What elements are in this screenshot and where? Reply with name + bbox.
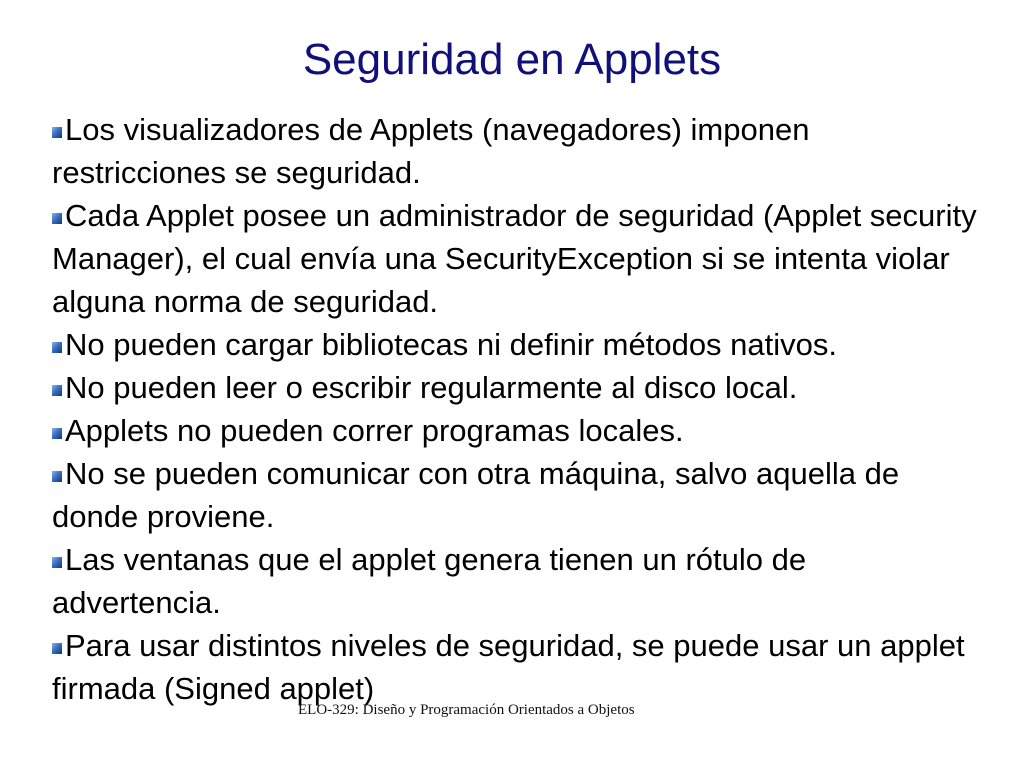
square-bullet-icon	[52, 643, 62, 654]
bullet-text: No pueden leer o escribir regularmente al disco local.	[65, 370, 798, 405]
bullet-item	[52, 323, 982, 366]
bullet-text: Applets no pueden correr programas locales.	[65, 413, 684, 448]
slide-title: Seguridad en Applets	[302, 35, 722, 84]
square-bullet-icon	[52, 428, 62, 439]
bullet-item	[52, 538, 982, 624]
square-bullet-icon	[52, 342, 62, 353]
bullet-item	[52, 366, 982, 409]
square-bullet-icon	[52, 127, 62, 138]
bullet-text: No pueden cargar bibliotecas ni definir métodos nativos.	[65, 327, 838, 362]
bullet-text: Para usar distintos niveles de seguridad, se puede usar un applet firmada (Signed applet)	[52, 628, 965, 706]
footer-course-label: ELO-329: Diseño y Programación Orientados a Objetos	[298, 702, 635, 718]
bullet-text: Los visualizadores de Applets (navegadores) imponen restricciones se seguridad.	[52, 112, 810, 190]
bullet-list	[52, 108, 982, 710]
bullet-item	[52, 624, 982, 710]
square-bullet-icon	[52, 471, 62, 482]
square-bullet-icon	[52, 213, 62, 224]
bullet-item	[52, 452, 982, 538]
square-bullet-icon	[52, 385, 62, 396]
bullet-text: Cada Applet posee un administrador de seguridad (Applet security Manager), el cual envía una SecurityException si se intenta violar alguna norma de seguridad.	[52, 198, 977, 319]
square-bullet-icon	[52, 557, 62, 568]
bullet-item	[52, 108, 982, 194]
bullet-item	[52, 409, 982, 452]
bullet-text: Las ventanas que el applet genera tienen un rótulo de advertencia.	[52, 542, 807, 620]
bullet-text: No se pueden comunicar con otra máquina, salvo aquella de donde proviene.	[52, 456, 900, 534]
bullet-item	[52, 194, 982, 323]
